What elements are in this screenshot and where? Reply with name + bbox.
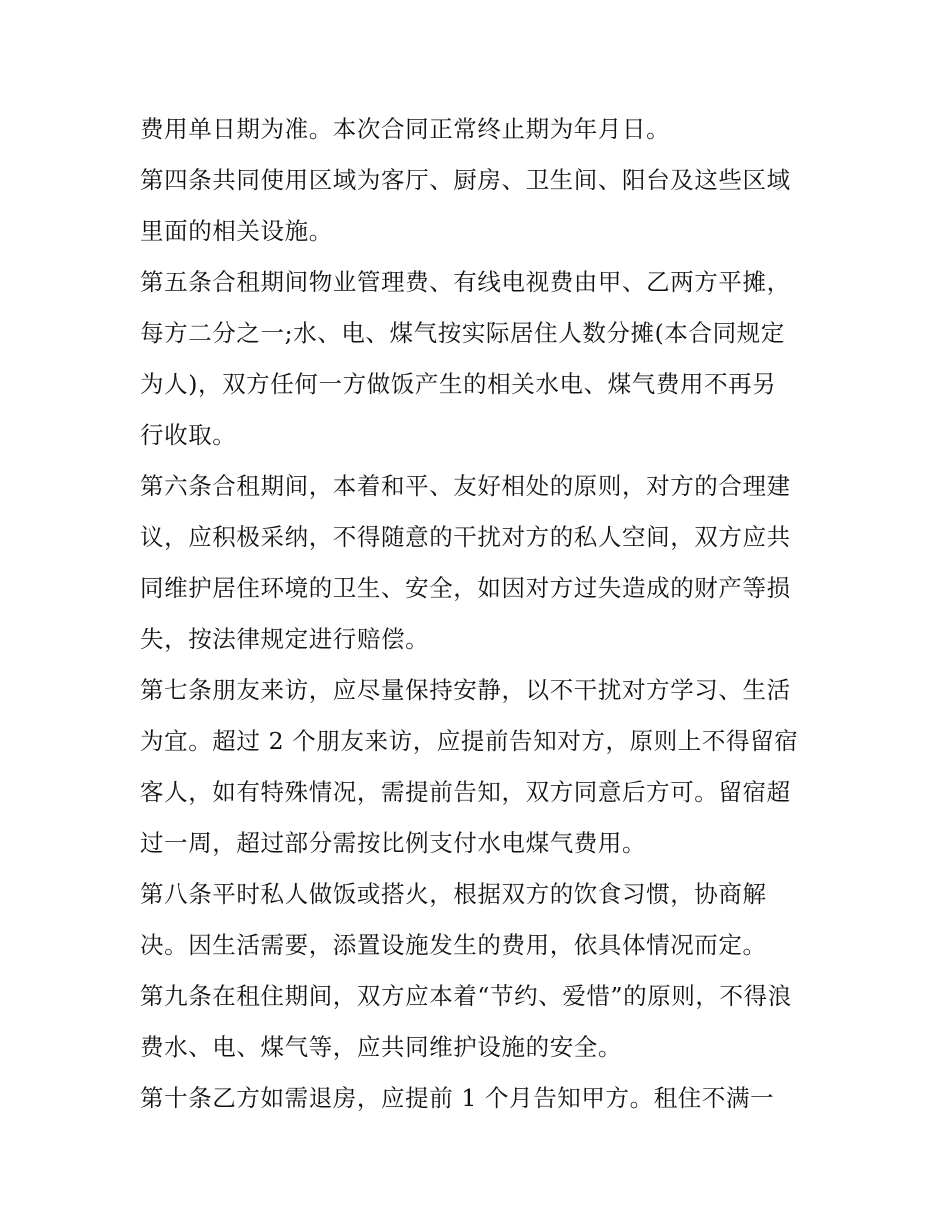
text-line: 失，按法律规定进行赔偿。 — [140, 625, 430, 653]
text-line: 费用单日期为准。本次合同正常终止期为年月日。 — [140, 115, 671, 143]
text-line: 第六条合租期间，本着和平、友好相处的原则，对方的合理建 — [140, 472, 791, 500]
text-line: 同维护居住环境的卫生、安全，如因对方过失造成的财产等损 — [140, 574, 791, 602]
text-line: 第十条乙方如需退房，应提前 1 个月告知甲方。租住不满一 — [140, 1084, 775, 1112]
text-line: 每方二分之一;水、电、煤气按实际居住人数分摊(本合同规定 — [140, 319, 785, 347]
text-line: 第八条平时私人做饭或搭火，根据双方的饮食习惯，协商解 — [140, 880, 767, 908]
text-line: 费水、电、煤气等，应共同维护设施的安全。 — [140, 1033, 622, 1061]
text-line: 第五条合租期间物业管理费、有线电视费由甲、乙两方平摊， — [140, 268, 791, 296]
text-line: 里面的相关设施。 — [140, 217, 333, 245]
document-body — [140, 104, 820, 1124]
text-line: 第四条共同使用区域为客厅、厨房、卫生间、阳台及这些区域 — [140, 166, 791, 194]
text-line: 为人)，双方任何一方做饭产生的相关水电、煤气费用不再另 — [140, 370, 777, 398]
text-line: 决。因生活需要，添置设施发生的费用，依具体情况而定。 — [140, 931, 767, 959]
text-line: 第九条在租住期间，双方应本着“节约、爱惜”的原则，不得浪 — [140, 982, 792, 1010]
text-line: 客人，如有特殊情况，需提前告知，双方同意后方可。留宿超 — [140, 778, 791, 806]
text-line: 过一周，超过部分需按比例支付水电煤气费用。 — [140, 829, 647, 857]
text-line: 行收取。 — [140, 421, 237, 449]
text-line: 第七条朋友来访，应尽量保持安静，以不干扰对方学习、生活 — [140, 676, 791, 704]
text-line: 为宜。超过 2 个朋友来访，应提前告知对方，原则上不得留宿 — [140, 727, 799, 755]
text-line: 议，应积极采纳，不得随意的干扰对方的私人空间，双方应共 — [140, 523, 791, 551]
